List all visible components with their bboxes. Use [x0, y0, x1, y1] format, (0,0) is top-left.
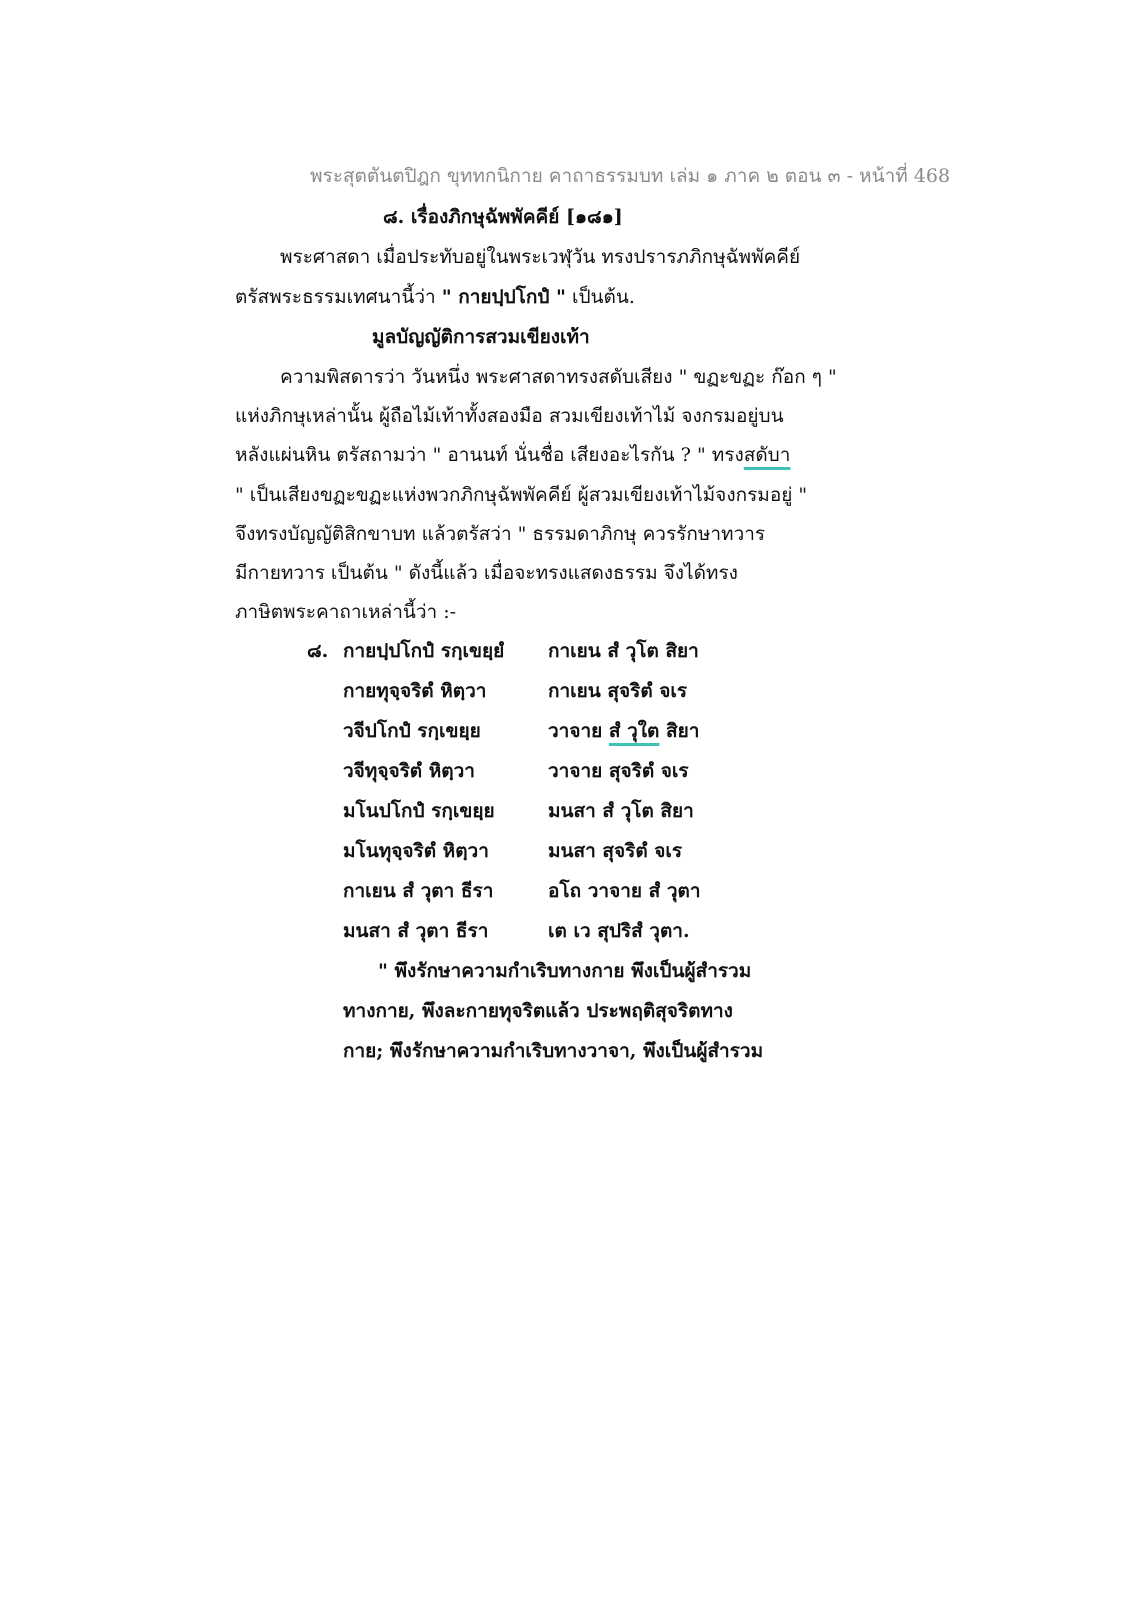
- verse-number: ๘.: [307, 640, 329, 662]
- intro-line-1: พระศาสดา เมื่อประทับอยู่ในพระเวฬุวัน ทรงปรารภภิกษุฉัพพัคคีย์: [280, 246, 801, 268]
- translation-line-2: ทางกาย, พึงละกายทุจริตแล้ว ประพฤติสุจริตทาง: [343, 1000, 733, 1022]
- story-line-1: ความพิสดารว่า วันหนึ่ง พระศาสดาทรงสดับเสียง " ขฏะขฏะ ก๊อก ๆ ": [280, 366, 837, 388]
- intro-line-2: [235, 283, 635, 311]
- chapter-title: ๘. เรื่องภิกษุฉัพพัคคีย์ [๑๘๑]: [383, 206, 623, 228]
- verse-line-2-a: กายทุจฺจริตํ หิตฺวา: [343, 680, 487, 702]
- verse-line-6-a: มโนทุจฺจริตํ หิตฺวา: [343, 840, 489, 862]
- verse-line-3-b: [548, 717, 699, 745]
- section-subtitle: มูลบัญญัติการสวมเขียงเท้า: [372, 326, 590, 348]
- verse-line-6-b: มนสา สุจริตํ จเร: [548, 840, 683, 862]
- verse-line-8-a: มนสา สํ วุตา ธีรา: [343, 920, 489, 942]
- page-header: พระสุตตันตปิฎก ขุททกนิกาย คาถาธรรมบท เล่ม ๑ ภาค ๒ ตอน ๓ - หน้าที่ 468: [310, 165, 951, 187]
- story-line-3-pre: หลังแผ่นหิน ตรัสถามว่า " อานนท์ นั่นชื่อ เสียงอะไรกัน ? " ทรง: [235, 444, 744, 466]
- story-line-5: จึงทรงบัญญัติสิกขาบท แล้วตรัสว่า " ธรรมดาภิกษุ ควรรักษาทวาร: [235, 523, 766, 545]
- verse-line-5-a: มโนปโกปํ รกฺเขยฺย: [343, 800, 495, 822]
- story-underlined-word: สดับา: [743, 444, 791, 466]
- story-line-3: [235, 441, 790, 469]
- verse-line-3-b-pre: วาจาย: [548, 720, 609, 742]
- verse-line-8-b: เต เว สุปริสํ วุตา.: [548, 920, 690, 942]
- story-line-4: " เป็นเสียงขฏะขฏะแห่งพวกภิกษุฉัพพัคคีย์ ผู้สวมเขียงเท้าไม้จงกรมอยู่ ": [235, 484, 808, 506]
- verse-line-4-a: วจีทุจฺจริตํ หิตฺวา: [343, 760, 475, 782]
- intro-line-2-pre: ตรัสพระธรรมเทศนานี้ว่า: [235, 286, 442, 308]
- verse-line-1-b: กาเยน สํ วุโต สิยา: [548, 640, 699, 662]
- verse-line-7-b: อโถ วาจาย สํ วุตา: [548, 880, 701, 902]
- intro-line-2-post: เป็นต้น.: [565, 286, 635, 308]
- verse-line-3-b-post: สิยา: [659, 720, 700, 742]
- verse-line-3-a: วจีปโกปํ รกฺเขยฺย: [343, 720, 481, 742]
- verse-line-1-a: กายปฺปโกปํ รกฺเขยฺยํ: [343, 640, 505, 662]
- story-line-7: ภาษิตพระคาถาเหล่านี้ว่า :-: [235, 601, 457, 623]
- intro-quote: " กายปฺปโกปํ ": [441, 286, 566, 308]
- verse-line-4-b: วาจาย สุจริตํ จเร: [548, 760, 689, 782]
- translation-line-1: " พึงรักษาความกำเริบทางกาย พึงเป็นผู้สำรวม: [378, 960, 752, 982]
- verse-line-7-a: กาเยน สํ วุตา ธีรา: [343, 880, 494, 902]
- story-line-2: แห่งภิกษุเหล่านั้น ผู้ถือไม้เท้าทั้งสองมือ สวมเขียงเท้าไม้ จงกรมอยู่บน: [235, 405, 784, 427]
- verse-underlined-word: สํ วุใต: [608, 720, 660, 742]
- story-line-6: มีกายทวาร เป็นต้น " ดังนี้แล้ว เมื่อจะทรงแสดงธรรม จึงได้ทรง: [235, 562, 738, 584]
- verse-line-2-b: กาเยน สุจริตํ จเร: [548, 680, 688, 702]
- translation-line-3: กาย; พึงรักษาความกำเริบทางวาจา, พึงเป็นผู้สำรวม: [343, 1040, 764, 1062]
- verse-line-5-b: มนสา สํ วุโต สิยา: [548, 800, 694, 822]
